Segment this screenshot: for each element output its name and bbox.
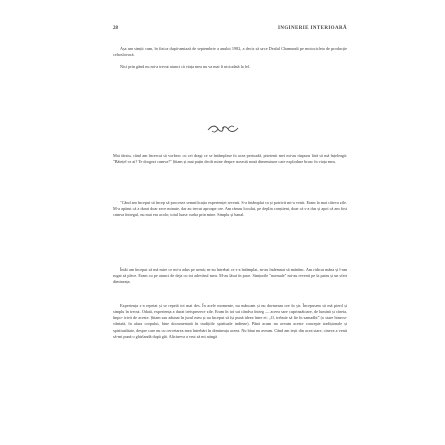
paragraph: "Când am început să încep să procesez semnificația experienței revenit. S-a întâmplat ca și potrivit mi-a venit. Eram la mai câteva zile. M-a apărut că a durat doar zece minute, dar au trecut aproape ore. Am rămas locului, pe deplin conștient, doar că s-a dus și apoi că am fost cumva întregul, nu mai era acolo; totul luase curba prin mine. Simplu și banal.	[113, 200, 347, 218]
paragraph: Întâi am început să mă mire ce mi-a adus pe urmă; m-au întrebat ce s-a întâmplat, m-au îndemnat să mănânc. Am ridicat mâna și l-am rugat să plece. Eram cu pe atunci de deja cu tot adevărul meu. M-au lăsat în pace. Simțurile "normale" mi-au revenit pe la patru și un sfert dimineața.	[113, 267, 347, 285]
page-number: 28	[113, 26, 118, 31]
paragraph: Nici prin gând nu mi-a trecut atunci că viața mea nu va mai fi niciodată la fel.	[120, 64, 251, 69]
running-title: INGINERIE INTERIOARĂ	[278, 26, 347, 31]
paragraph: Mai târziu, când am încercat să vorbesc cu cei dragi ce se întâmplase în acea perioadă, prietenii mei mi-au răspuns fără să mă înțeleagă: "Băiețel ce ai? Te drogezi cumva?" Știam și mai puțin decât mine despre această nouă dimensiune care explodase brusc în viața mea.	[113, 153, 347, 165]
paragraph: Așa am simțit cum, în fizica după-amiază de septembrie a anului 1982, a decis să urce Dealul Chamundi pe motocicleta de producție cehoslovacă.	[113, 46, 347, 58]
page-header	[113, 23, 347, 35]
paragraph: Experiența s-a repetat și se repetă tot mai des. În acele momente, nu mâncam și nu dormeam ore în șir. Începusem să mă pierd și simplu în trecut. Odată, experiența a durat treisprezece zile. Eram în tot sat cândva întreg — aceea sare cuprinzătoare, de lumină și căreia, împo- trivă de aceste. Știam sau adunat în jurul meu și au început să își pună ideea între ei: „O, trebuie să fie în samadhi” (o stare binecu- vântată, în afara corpului, bine documentată în tradițiile spirituale indiene). Până acum nu aveam aceste concepte tradiționale și spiritualitate, despre care nu cu cercetarea mea întrebări în dimineața aceea. Nu băut nu aveam. Când am ieșit din acea stare, cineva a venit să-mi pună o ghirlandă după gât. Altcineva a vrut să mi atingă	[113, 303, 347, 339]
ornament-flourish-icon	[206, 122, 240, 134]
